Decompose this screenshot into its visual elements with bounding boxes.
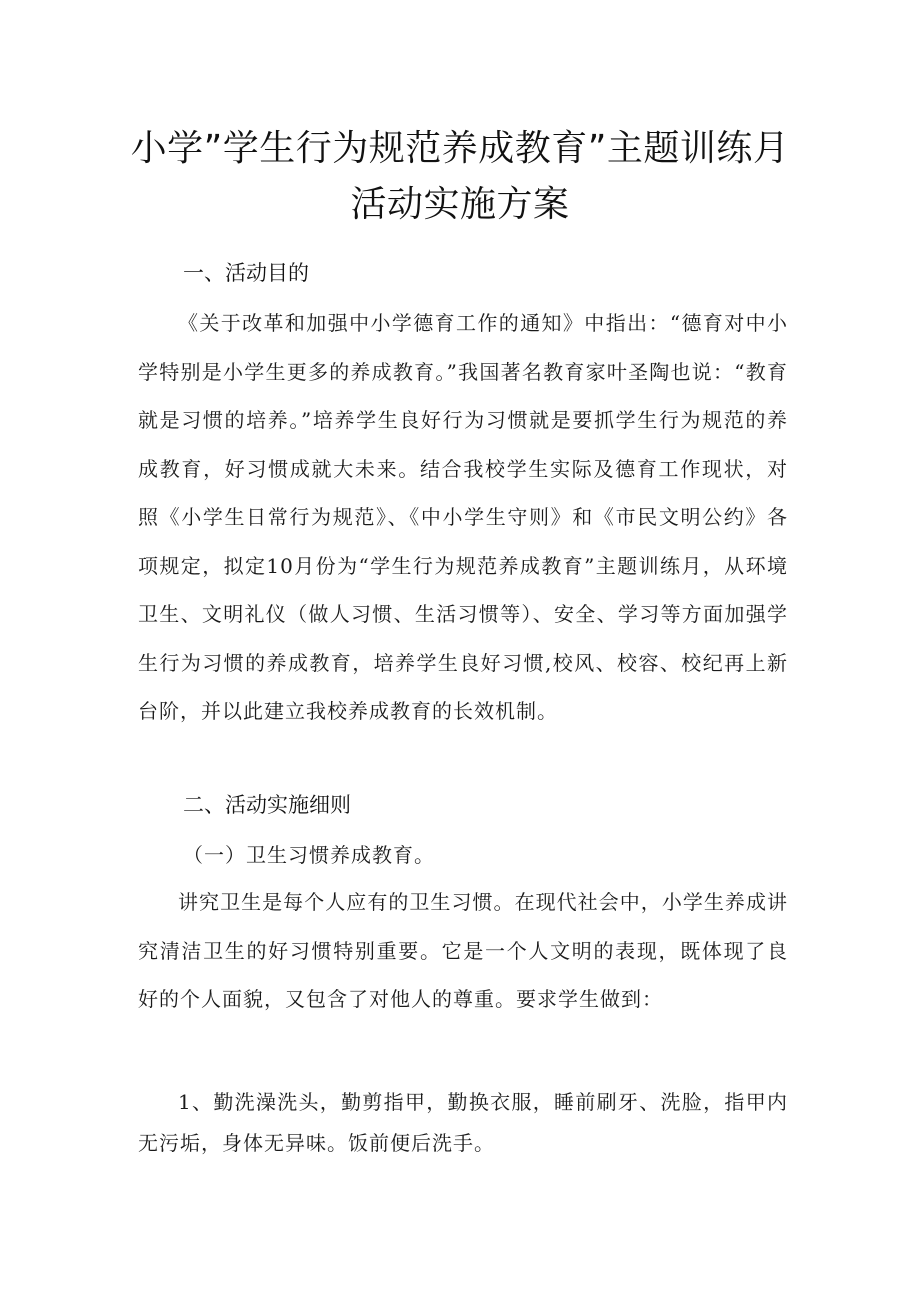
section-2-paragraph: 讲究卫生是每个人应有的卫生习惯。在现代社会中，小学生养成讲究清洁卫生的好习惯特别重要。它是一个人文明的表现，既体现了良好的个人面貌，又包含了对他人的尊重。要求学生做到： (138, 890, 788, 1011)
list-item-1: 1、勤洗澡洗头，勤剪指甲，勤换衣服，睡前刷牙、洗脸，指甲内无污垢，身体无异味。饭前便后洗手。 (138, 1090, 788, 1155)
document-title-line-1: 小学”学生行为规范养成教育”主题训练月 (130, 128, 790, 169)
section-1-paragraph: 《关于改革和加强中小学德育工作的通知》中指出：“德育对中小学特别是小学生更多的养成教育。”我国著名教育家叶圣陶也说：“教育就是习惯的培养。”培养学生良好行为习惯就是要抓学生行为规范的养成教育，好习惯成就大未来。结合我校学生实际及德育工作现状，对照《小学生日常行为规范》、《中小学生守则》和《市民文明公约》各项规定，拟定10月份为“学生行为规范养成教育”主题训练月，从环境卫生、文明礼仪（做人习惯、生活习惯等）、安全、学习等方面加强学生行为习惯的养成教育，培养学生良好习惯,校风、校容、校纪再上新台阶，并以此建立我校养成教育的长效机制。 (138, 311, 788, 723)
section-2-heading: 二、活动实施细则 (183, 793, 351, 817)
document-title-line-2: 活动实施方案 (350, 184, 570, 225)
section-1-heading: 一、活动目的 (183, 261, 309, 285)
section-2-sub-heading: （一）卫生习惯养成教育。 (183, 843, 435, 867)
